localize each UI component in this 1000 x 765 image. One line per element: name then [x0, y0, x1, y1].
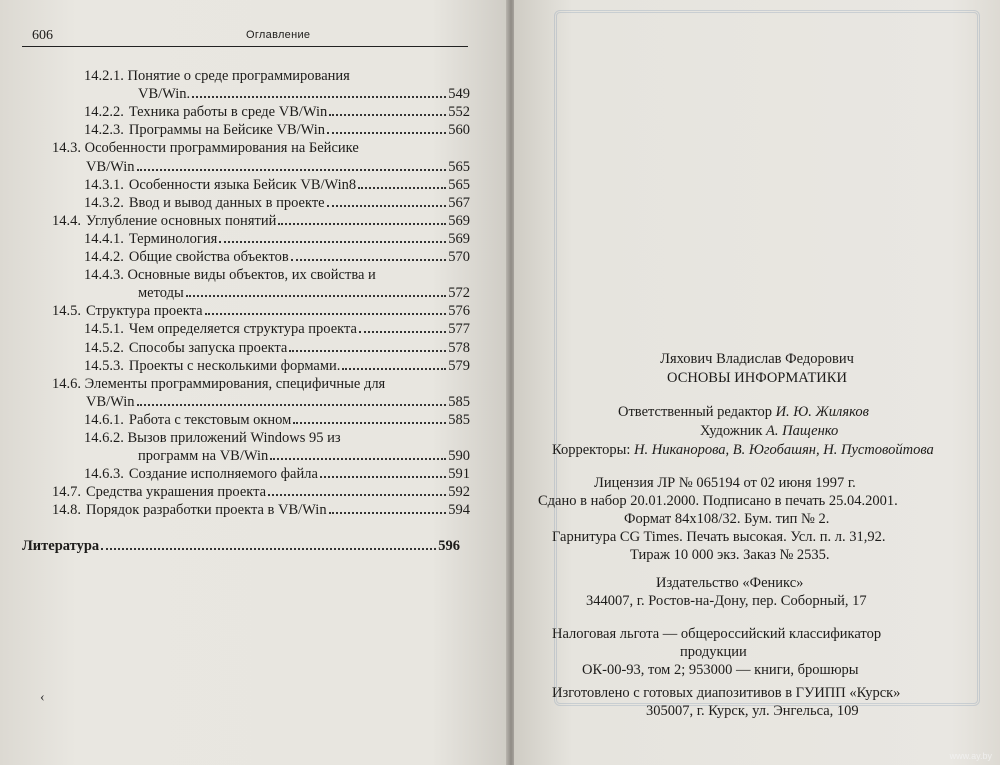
toc-entry-number: 14.5.: [52, 303, 81, 320]
toc-literature-line: [22, 537, 460, 555]
toc-entry-number: 14.3.: [52, 140, 81, 157]
toc-entry-number: 14.4.1.: [84, 230, 124, 247]
toc-page-number: 594: [448, 502, 470, 519]
toc-entry-number: 14.2.2.: [84, 104, 124, 121]
toc-page-number: 577: [448, 321, 470, 338]
right-page: [514, 0, 1000, 765]
toc-entry-text: VB/Win.: [138, 86, 191, 103]
toc-entry-line: [84, 357, 470, 375]
toc-page-number: 590: [448, 448, 470, 465]
toc-entry-text: Техника работы в среде VB/Win: [128, 104, 328, 121]
pencil-mark: ‹: [40, 690, 45, 705]
toc-page-number: 570: [448, 249, 470, 265]
toc-entry-line: [52, 375, 385, 393]
toc-entry-line: [52, 212, 470, 230]
toc-entry-line: [84, 230, 470, 248]
correctors-names: Н. Никанорова, В. Югобашян, Н. Пустовойтова: [634, 442, 934, 458]
dot-leader: [329, 114, 446, 116]
license-line: Лицензия ЛР № 065194 от 02 июня 1997 г.: [594, 475, 856, 491]
toc-entry-number: 14.5.2.: [84, 339, 124, 356]
toc-entry-title: Элементы программирования, специфичные для: [84, 375, 386, 392]
toc-page-number: 560: [448, 122, 470, 139]
toc-entry-number: 14.5.3.: [84, 357, 124, 374]
dot-leader: [327, 132, 446, 134]
toc-page-number: 549: [448, 86, 470, 103]
toc-entry-text: Литература: [22, 537, 100, 554]
printer-address: 305007, г. Курск, ул. Энгельса, 109: [646, 703, 859, 719]
page-number: 606: [32, 28, 53, 43]
toc-page-number: 569: [448, 230, 470, 247]
toc-entry-text: Особенности языка Бейсик VB/Win8: [128, 176, 357, 193]
toc-entry-line: [138, 447, 470, 465]
dot-leader: [342, 368, 446, 370]
toc-entry-text: программ на VB/Win: [138, 448, 269, 465]
toc-entry-text: VB/Win: [86, 158, 135, 175]
toc-page-number: 565: [448, 158, 470, 175]
toc-entry-number: 14.3.1.: [84, 176, 124, 193]
dot-leader: [268, 494, 446, 496]
toc-page-number: 596: [438, 537, 460, 554]
toc-entry-line: [52, 139, 359, 157]
toc-entry-text: Создание исполняемого файла: [128, 466, 318, 483]
toc-page-number: 592: [448, 484, 470, 501]
format-line: Формат 84x108/32. Бум. тип № 2.: [624, 511, 830, 527]
toc-entry-line: [84, 248, 470, 266]
toc-entry-text: Проекты с несколькими формами.: [128, 357, 341, 374]
toc-entry-line: [84, 320, 470, 338]
dot-leader: [358, 187, 446, 189]
correctors-line: [552, 442, 934, 459]
tax-line-2: продукции: [680, 644, 747, 660]
toc-entry-text: Ввод и вывод данных в проекте: [128, 194, 325, 211]
book-title: ОСНОВЫ ИНФОРМАТИКИ: [667, 370, 847, 386]
toc-entry-text: Способы запуска проекта: [128, 339, 288, 356]
dot-leader: [270, 458, 446, 460]
toc-entry-number: 14.4.: [52, 212, 81, 229]
dot-leader: [320, 476, 446, 478]
toc-entry-text: Работа с текстовым окном: [128, 411, 292, 428]
toc-page-number: 552: [448, 104, 470, 121]
dot-leader: [291, 259, 447, 261]
toc-entry-title: Понятие о среде программирования: [127, 68, 350, 84]
toc-entry-line: [84, 67, 350, 85]
toc-entry-text: Средства украшения проекта: [86, 484, 267, 501]
dot-leader: [329, 512, 447, 514]
toc-page-number: 591: [448, 466, 470, 483]
toc-entry-number: 14.4.3.: [84, 267, 124, 284]
dates-line: Сдано в набор 20.01.2000. Подписано в печать 25.04.2001.: [538, 493, 898, 509]
toc-entry-title: Основные виды объектов, их свойства и: [127, 267, 376, 284]
toc-entry-number: 14.6.: [52, 375, 81, 392]
print-run-line: Тираж 10 000 экз. Заказ № 2535.: [630, 547, 830, 563]
correctors-label: Корректоры:: [552, 442, 631, 458]
toc-entry-line: [84, 465, 470, 483]
toc-entry-text: Структура проекта: [86, 303, 203, 320]
toc-entry-text: Общие свойства объектов: [128, 249, 289, 265]
toc-entry-text: Порядок разработки проекта в VB/Win: [86, 502, 327, 519]
toc-entry-line: [52, 501, 470, 519]
dot-leader: [192, 96, 446, 98]
toc-entry-number: 14.5.1.: [84, 321, 124, 338]
artist-label: Художник: [700, 423, 763, 439]
dot-leader: [219, 241, 446, 243]
toc-page-number: 567: [448, 194, 470, 211]
toc-entry-line: [86, 158, 470, 176]
toc-entry-text: VB/Win: [86, 393, 135, 410]
toc-entry-number: 14.8.: [52, 502, 81, 519]
toc-entry-line: [84, 411, 470, 429]
dot-leader: [101, 548, 436, 550]
tax-line-1: Налоговая льгота — общероссийский классификатор: [552, 626, 882, 642]
toc-page-number: 569: [448, 212, 470, 229]
typeface-line: Гарнитура CG Times. Печать высокая. Усл. п. л. 31,92.: [552, 529, 886, 545]
site-watermark: www.ay.by: [949, 751, 992, 761]
toc-page-number: 585: [448, 411, 470, 428]
editor-line: [618, 404, 869, 421]
dot-leader: [293, 422, 446, 424]
toc-entry-line: [138, 284, 470, 302]
toc-entry-title: Вызов приложений Windows 95 из: [127, 430, 341, 446]
publisher-address: 344007, г. Ростов-на-Дону, пер. Соборный, 17: [586, 593, 867, 609]
editor-name: И. Ю. Жиляков: [775, 404, 869, 420]
dot-leader: [205, 313, 447, 315]
artist-name: А. Пащенко: [766, 423, 839, 439]
toc-entry-line: [84, 266, 376, 284]
toc-entry-number: 14.6.2.: [84, 430, 124, 446]
toc-entry-text: методы: [138, 285, 184, 302]
toc-entry-number: 14.3.2.: [84, 194, 124, 211]
toc-entry-number: 14.6.3.: [84, 466, 124, 483]
toc-entry-line: [52, 483, 470, 501]
toc-entry-line: [84, 429, 341, 447]
toc-page-number: 585: [448, 393, 470, 410]
toc-entry-number: 14.4.2.: [84, 249, 124, 265]
toc-entry-title: Особенности программирования на Бейсике: [84, 140, 359, 157]
publisher-name: Издательство «Феникс»: [656, 575, 804, 591]
dot-leader: [186, 295, 447, 297]
toc-page-number: 572: [448, 285, 470, 302]
toc-entry-number: 14.2.3.: [84, 122, 124, 139]
toc-entry-text: Программы на Бейсике VB/Win: [128, 122, 326, 139]
toc-entry-number: 14.2.1.: [84, 68, 124, 84]
toc-page-number: 579: [448, 357, 470, 374]
dot-leader: [327, 205, 447, 207]
toc-page-number: 576: [448, 303, 470, 320]
dot-leader: [359, 331, 446, 333]
toc-entry-line: [86, 393, 470, 411]
toc-entry-line: [84, 103, 470, 121]
dot-leader: [137, 169, 447, 171]
printer-line: Изготовлено с готовых диапозитивов в ГУИПП «Курск»: [552, 685, 901, 701]
toc-entry-line: [84, 194, 470, 212]
toc-entry-number: 14.6.1.: [84, 411, 124, 428]
dot-leader: [289, 350, 446, 352]
toc-entry-text: Чем определяется структура проекта: [128, 321, 357, 338]
toc-entry-line: [84, 176, 470, 194]
toc-entry-line: [84, 339, 470, 357]
dot-leader: [137, 404, 447, 406]
page-header: [22, 28, 468, 47]
running-title: Оглавление: [246, 29, 311, 41]
toc-entry-line: [52, 302, 470, 320]
editor-label: Ответственный редактор: [618, 404, 772, 420]
toc-entry-text: Углубление основных понятий: [86, 212, 277, 229]
artist-line: [700, 423, 838, 440]
toc-page-number: 565: [448, 176, 470, 193]
toc-entry-text: Терминология: [128, 230, 218, 247]
toc-entry-number: 14.7.: [52, 484, 81, 501]
author-name: Ляхович Владислав Федорович: [660, 351, 854, 367]
dot-leader: [278, 223, 446, 225]
tax-line-3: ОК-00-93, том 2; 953000 — книги, брошюры: [582, 662, 859, 678]
toc-entry-line: [138, 85, 470, 103]
toc-page-number: 578: [448, 339, 470, 356]
toc-entry-line: [84, 121, 470, 139]
